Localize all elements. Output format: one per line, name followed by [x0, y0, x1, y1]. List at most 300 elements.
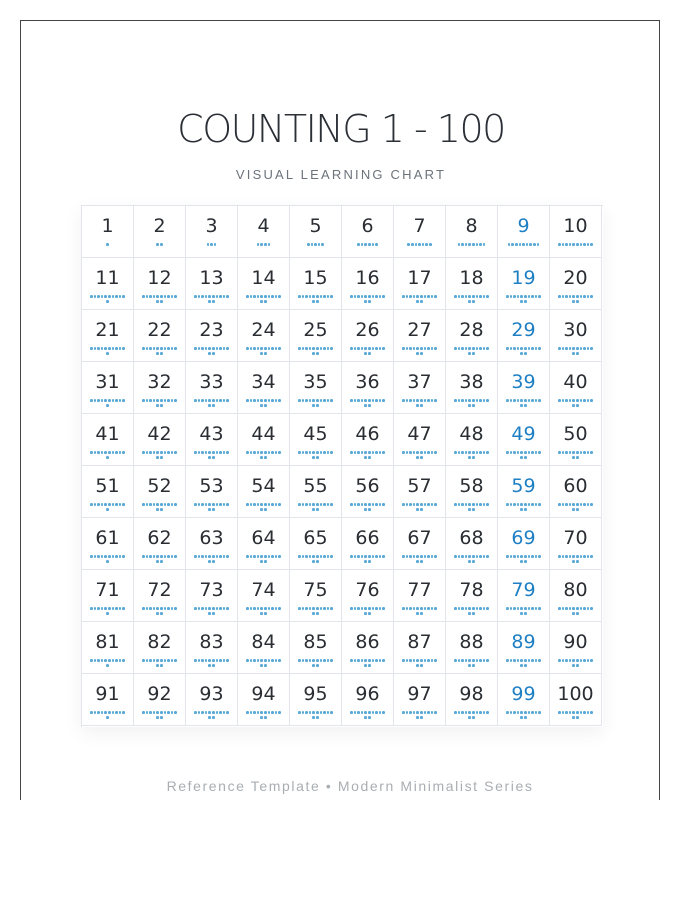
count-dot	[302, 659, 305, 662]
count-dot	[531, 451, 534, 454]
count-dots	[503, 295, 544, 304]
count-dot	[97, 347, 100, 350]
count-dot	[472, 716, 475, 719]
count-dot	[572, 352, 575, 355]
count-dot	[198, 399, 201, 402]
count-dot	[413, 503, 416, 506]
count-dot	[520, 399, 523, 402]
count-dot	[538, 451, 541, 454]
count-dot	[205, 711, 208, 714]
count-dot	[382, 607, 385, 610]
count-dot	[461, 711, 464, 714]
count-dot	[212, 664, 215, 667]
count-dot	[576, 404, 579, 407]
count-dot	[465, 503, 468, 506]
count-dot	[361, 555, 364, 558]
number-label: 57	[407, 475, 432, 497]
count-dot	[572, 243, 575, 246]
count-dot	[312, 300, 315, 303]
count-dot	[580, 503, 583, 506]
count-dot	[316, 716, 319, 719]
number-label: 86	[355, 631, 380, 653]
count-dot	[156, 404, 159, 407]
count-dots	[295, 503, 336, 512]
number-cell	[498, 518, 550, 570]
count-dot	[479, 711, 482, 714]
count-dot	[350, 451, 353, 454]
count-dot	[409, 711, 412, 714]
count-dot	[357, 243, 360, 246]
count-dot	[576, 508, 579, 511]
count-dot	[119, 711, 122, 714]
count-dot	[476, 451, 479, 454]
count-dot	[104, 659, 107, 662]
count-dot	[302, 295, 305, 298]
count-dot	[465, 659, 468, 662]
count-dots	[139, 503, 180, 512]
count-dots	[399, 711, 440, 720]
count-dot	[219, 503, 222, 506]
count-dot	[434, 295, 437, 298]
number-cell	[498, 362, 550, 414]
number-label: 26	[355, 319, 380, 341]
count-dot	[461, 555, 464, 558]
count-dot	[506, 659, 509, 662]
count-dot	[418, 243, 421, 246]
count-dot	[420, 560, 423, 563]
number-label: 80	[563, 579, 588, 601]
count-dot	[264, 612, 267, 615]
count-dot	[382, 295, 385, 298]
count-dot	[253, 295, 256, 298]
count-dot	[406, 659, 409, 662]
count-dot	[330, 555, 333, 558]
count-dot	[402, 659, 405, 662]
count-dot	[106, 404, 109, 407]
count-dot	[142, 555, 145, 558]
number-cell	[238, 622, 290, 674]
count-dot	[119, 399, 122, 402]
count-dot	[246, 295, 249, 298]
count-dot	[420, 716, 423, 719]
count-dot	[479, 451, 482, 454]
count-dot	[479, 607, 482, 610]
count-dot	[580, 659, 583, 662]
page-title: COUNTING 1 - 100	[177, 107, 505, 151]
count-dot	[146, 295, 149, 298]
count-dot	[164, 607, 167, 610]
count-dot	[580, 243, 583, 246]
count-dot	[122, 347, 125, 350]
count-dot	[316, 659, 319, 662]
count-dot	[246, 399, 249, 402]
number-label: 41	[95, 423, 120, 445]
count-dot	[416, 508, 419, 511]
number-label: 7	[413, 215, 426, 237]
number-cell	[134, 466, 186, 518]
number-cell	[290, 414, 342, 466]
count-dot	[210, 243, 213, 246]
count-dot	[112, 607, 115, 610]
count-dot	[264, 555, 267, 558]
count-dots	[399, 659, 440, 668]
count-dot	[271, 295, 274, 298]
count-dot	[119, 659, 122, 662]
count-dot	[106, 560, 109, 563]
number-cell	[550, 362, 602, 414]
number-cell	[82, 570, 134, 622]
count-dot	[115, 451, 118, 454]
count-dot	[562, 503, 565, 506]
count-dots	[555, 295, 596, 304]
count-dot	[413, 555, 416, 558]
number-cell	[498, 310, 550, 362]
number-label: 38	[459, 371, 484, 393]
count-dot	[409, 555, 412, 558]
count-dot	[413, 659, 416, 662]
count-dot	[520, 716, 523, 719]
count-dot	[174, 607, 177, 610]
count-dots	[347, 711, 388, 720]
count-dot	[90, 711, 93, 714]
count-dots	[295, 555, 336, 564]
count-dot	[483, 347, 486, 350]
count-dot	[357, 503, 360, 506]
count-dot	[212, 404, 215, 407]
count-dot	[416, 451, 419, 454]
count-dots	[243, 555, 284, 564]
number-label: 36	[355, 371, 380, 393]
count-dot	[275, 555, 278, 558]
count-dot	[260, 404, 263, 407]
number-label: 98	[459, 683, 484, 705]
count-dot	[572, 456, 575, 459]
number-label: 96	[355, 683, 380, 705]
count-dot	[312, 451, 315, 454]
count-dot	[416, 456, 419, 459]
count-dots	[451, 555, 492, 564]
count-dot	[312, 456, 315, 459]
count-dot	[416, 503, 419, 506]
number-label: 71	[95, 579, 120, 601]
count-dots	[399, 243, 440, 252]
count-dot	[174, 295, 177, 298]
count-dot	[454, 607, 457, 610]
count-dot	[357, 607, 360, 610]
count-dot	[223, 659, 226, 662]
count-dot	[198, 659, 201, 662]
count-dots	[503, 347, 544, 356]
count-dots	[295, 243, 336, 252]
count-dot	[302, 451, 305, 454]
count-dot	[219, 295, 222, 298]
count-dot	[524, 607, 527, 610]
count-dot	[312, 503, 315, 506]
number-cell	[446, 414, 498, 466]
count-dot	[156, 711, 159, 714]
number-grid	[81, 205, 603, 727]
number-label: 64	[251, 527, 276, 549]
count-dot	[483, 607, 486, 610]
count-dots	[347, 659, 388, 668]
count-dot	[562, 659, 565, 662]
count-dot	[565, 711, 568, 714]
number-label: 27	[407, 319, 432, 341]
number-label: 5	[309, 215, 322, 237]
count-dot	[156, 352, 159, 355]
count-dot	[115, 659, 118, 662]
count-dot	[483, 243, 486, 246]
count-dot	[431, 659, 434, 662]
count-dot	[513, 347, 516, 350]
count-dots	[399, 295, 440, 304]
count-dot	[520, 555, 523, 558]
count-dot	[250, 399, 253, 402]
count-dot	[431, 503, 434, 506]
count-dot	[115, 347, 118, 350]
count-dot	[420, 404, 423, 407]
count-dot	[327, 555, 330, 558]
count-dot	[486, 607, 489, 610]
count-dot	[562, 555, 565, 558]
count-dot	[212, 503, 215, 506]
count-dot	[212, 399, 215, 402]
number-cell	[342, 518, 394, 570]
count-dot	[506, 607, 509, 610]
count-dot	[409, 295, 412, 298]
number-label: 87	[407, 631, 432, 653]
count-dot	[174, 555, 177, 558]
count-dot	[538, 503, 541, 506]
count-dot	[214, 243, 217, 246]
count-dot	[590, 295, 593, 298]
count-dot	[106, 300, 109, 303]
count-dot	[472, 664, 475, 667]
count-dot	[253, 399, 256, 402]
count-dot	[565, 295, 568, 298]
count-dot	[364, 503, 367, 506]
count-dot	[194, 295, 197, 298]
count-dot	[562, 451, 565, 454]
count-dot	[513, 451, 516, 454]
number-cell	[186, 258, 238, 310]
count-dot	[316, 555, 319, 558]
count-dot	[142, 399, 145, 402]
number-cell	[134, 570, 186, 622]
count-dot	[576, 295, 579, 298]
count-dot	[160, 716, 163, 719]
count-dot	[510, 503, 513, 506]
count-dot	[142, 503, 145, 506]
count-dot	[368, 347, 371, 350]
count-dot	[160, 399, 163, 402]
count-dot	[379, 555, 382, 558]
count-dot	[562, 243, 565, 246]
count-dot	[587, 243, 590, 246]
count-dots	[295, 711, 336, 720]
count-dot	[513, 295, 516, 298]
number-cell	[238, 414, 290, 466]
count-dot	[425, 243, 428, 246]
count-dot	[208, 716, 211, 719]
count-dot	[483, 659, 486, 662]
count-dot	[101, 451, 104, 454]
count-dot	[409, 607, 412, 610]
count-dot	[562, 347, 565, 350]
count-dot	[420, 503, 423, 506]
count-dot	[112, 711, 115, 714]
count-dot	[268, 295, 271, 298]
number-cell	[134, 362, 186, 414]
count-dot	[104, 347, 107, 350]
count-dot	[572, 508, 575, 511]
count-dots	[555, 555, 596, 564]
count-dot	[461, 451, 464, 454]
count-dot	[409, 503, 412, 506]
count-dot	[160, 508, 163, 511]
count-dot	[520, 607, 523, 610]
count-dot	[434, 451, 437, 454]
count-dots	[503, 711, 544, 720]
count-dot	[468, 399, 471, 402]
count-dot	[458, 347, 461, 350]
count-dot	[104, 555, 107, 558]
number-cell	[550, 622, 602, 674]
count-dot	[372, 243, 375, 246]
count-dot	[216, 711, 219, 714]
count-dot	[223, 503, 226, 506]
count-dot	[278, 659, 281, 662]
count-dot	[320, 659, 323, 662]
count-dot	[354, 347, 357, 350]
count-dot	[468, 503, 471, 506]
count-dot	[260, 503, 263, 506]
count-dot	[212, 659, 215, 662]
number-label: 34	[251, 371, 276, 393]
number-label: 30	[563, 319, 588, 341]
count-dot	[226, 347, 229, 350]
count-dot	[406, 347, 409, 350]
count-dots	[191, 295, 232, 304]
count-dot	[260, 711, 263, 714]
count-dot	[590, 451, 593, 454]
number-label: 84	[251, 631, 276, 653]
count-dot	[257, 503, 260, 506]
count-dot	[271, 711, 274, 714]
number-label: 13	[199, 267, 224, 289]
count-dot	[479, 503, 482, 506]
number-cell	[134, 674, 186, 726]
count-dot	[372, 347, 375, 350]
count-dot	[106, 352, 109, 355]
count-dot	[434, 503, 437, 506]
count-dot	[468, 711, 471, 714]
number-cell	[342, 570, 394, 622]
count-dot	[164, 659, 167, 662]
count-dot	[587, 711, 590, 714]
count-dot	[160, 503, 163, 506]
count-dots	[503, 503, 544, 512]
count-dots	[87, 711, 128, 720]
count-dot	[330, 503, 333, 506]
count-dot	[576, 451, 579, 454]
count-dot	[174, 451, 177, 454]
count-dots	[503, 607, 544, 616]
number-label: 28	[459, 319, 484, 341]
count-dot	[510, 607, 513, 610]
count-dot	[146, 347, 149, 350]
count-dot	[167, 295, 170, 298]
count-dot	[323, 607, 326, 610]
number-label: 58	[459, 475, 484, 497]
number-label: 56	[355, 475, 380, 497]
count-dot	[375, 711, 378, 714]
count-dot	[458, 503, 461, 506]
count-dot	[569, 607, 572, 610]
count-dot	[402, 607, 405, 610]
count-dot	[368, 711, 371, 714]
count-dot	[583, 243, 586, 246]
count-dot	[212, 711, 215, 714]
number-cell	[186, 414, 238, 466]
number-label: 11	[95, 267, 120, 289]
count-dot	[576, 664, 579, 667]
number-cell	[238, 258, 290, 310]
count-dot	[104, 295, 107, 298]
count-dot	[510, 451, 513, 454]
count-dot	[307, 243, 310, 246]
count-dots	[555, 503, 596, 512]
count-dot	[427, 347, 430, 350]
count-dot	[305, 399, 308, 402]
count-dot	[164, 295, 167, 298]
count-dot	[122, 555, 125, 558]
count-dot	[316, 300, 319, 303]
count-dot	[357, 711, 360, 714]
count-dot	[208, 404, 211, 407]
count-dot	[361, 659, 364, 662]
count-dot	[461, 607, 464, 610]
count-dots	[555, 399, 596, 408]
count-dot	[312, 612, 315, 615]
count-dot	[216, 607, 219, 610]
count-dot	[364, 555, 367, 558]
count-dot	[250, 503, 253, 506]
count-dot	[572, 555, 575, 558]
count-dot	[271, 659, 274, 662]
count-dot	[264, 503, 267, 506]
count-dot	[330, 399, 333, 402]
count-dot	[427, 711, 430, 714]
count-dots	[191, 347, 232, 356]
count-dot	[316, 456, 319, 459]
number-label: 45	[303, 423, 328, 445]
count-dot	[264, 352, 267, 355]
count-dot	[350, 295, 353, 298]
count-dot	[364, 508, 367, 511]
count-dot	[572, 560, 575, 563]
count-dot	[519, 243, 522, 246]
count-dot	[535, 711, 538, 714]
count-dot	[316, 347, 319, 350]
count-dot	[208, 347, 211, 350]
count-dot	[327, 451, 330, 454]
count-dot	[312, 560, 315, 563]
count-dot	[156, 664, 159, 667]
count-dot	[201, 451, 204, 454]
count-dot	[156, 456, 159, 459]
count-dot	[413, 399, 416, 402]
